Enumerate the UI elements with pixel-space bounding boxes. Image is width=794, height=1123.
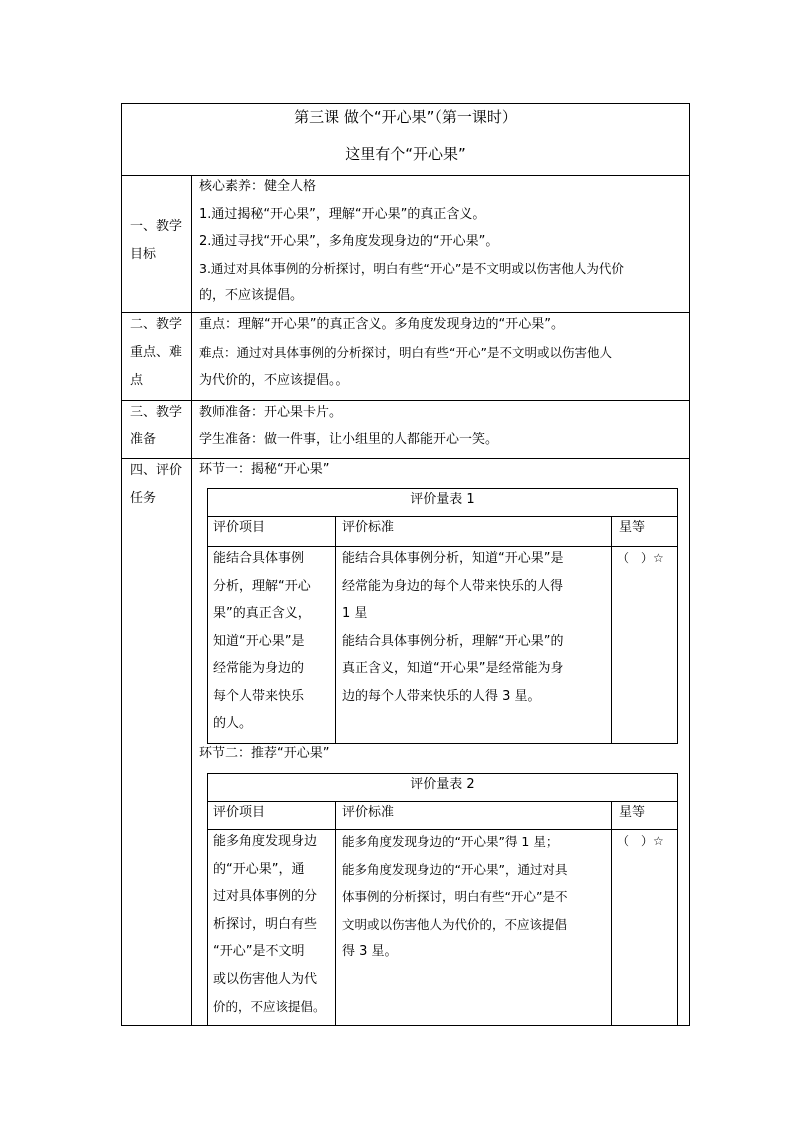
- rubric-1-item-line: 分析，理解“开心: [213, 579, 311, 594]
- column-divider: [191, 175, 192, 1026]
- rubric-1-item-line: 能结合具体事例: [213, 551, 305, 566]
- lesson-title: 第三课 做个“开心果”（第一课时）: [294, 108, 517, 126]
- rubric-1-border: [207, 488, 208, 744]
- preparation-line: 学生准备：做一件事，让小组里的人都能开心一笑。: [199, 432, 499, 447]
- rubric-2-border: [207, 773, 678, 774]
- rubric-1-item-line: 的人。: [213, 716, 253, 731]
- section-label-preparation: 三、教学: [130, 405, 183, 420]
- row-divider: [121, 312, 690, 313]
- rubric-1-header-item: 评价项目: [213, 520, 266, 535]
- rubric-1-criteria-line: 能结合具体事例分析，理解“开心果”的: [342, 634, 564, 649]
- evaluation-step-2: 环节二：推荐“开心果”: [199, 746, 330, 761]
- key-point-line: 难点：通过对具体事例的分析探讨，明白有些“开心”是不文明或以伤害他人: [199, 345, 612, 360]
- rubric-2-criteria-line: 能多角度发现身边的“开心果”得 1 星；: [342, 834, 559, 849]
- rubric-2-item-line: 析探讨，明白有些: [213, 917, 318, 932]
- table-border-top: [121, 103, 690, 104]
- preparation-line: 教师准备：开心果卡片。: [199, 405, 343, 420]
- lesson-subtitle: 这里有个“开心果”: [345, 145, 466, 163]
- rubric-2-criteria-line: 得 3 星。: [342, 944, 398, 959]
- rubric-1-border: [335, 516, 336, 744]
- rubric-1-caption: 评价量表 1: [410, 492, 475, 507]
- section-label-key-points: 点: [130, 373, 144, 388]
- section-label-key-points: 二、教学: [130, 317, 183, 332]
- rubric-1-criteria-line: 真正含义，知道“开心果”是经常能为身: [342, 661, 564, 676]
- rubric-2-criteria-line: 能多角度发现身边的“开心果”，通过对具: [342, 862, 568, 877]
- rubric-1-criteria-line: 1 星: [342, 606, 368, 621]
- rubric-1-item-line: 每个人带来快乐: [213, 689, 305, 704]
- row-divider: [121, 175, 690, 176]
- section-label-evaluation: 四、评价: [130, 463, 183, 478]
- rubric-1-header-stars: 星等: [619, 520, 646, 535]
- rubric-1-border: [207, 546, 678, 547]
- rubric-2-border: [335, 801, 336, 1025]
- rubric-1-criteria-line: 经常能为身边的每个人带来快乐的人得: [342, 579, 564, 594]
- section-label-key-points: 重点、难: [130, 345, 183, 360]
- table-border-left: [121, 103, 122, 1026]
- rubric-2-border: [677, 773, 678, 1025]
- key-point-line: 为代价的，不应该提倡。。: [199, 373, 349, 388]
- rubric-2-header-stars: 星等: [619, 805, 646, 820]
- rubric-2-item-line: 价的，不应该提倡。: [213, 999, 326, 1014]
- rubric-1-border: [611, 516, 612, 744]
- rubric-2-border: [207, 801, 678, 802]
- goal-line: 核心素养：健全人格: [199, 179, 317, 194]
- rubric-1-border: [207, 516, 678, 517]
- rubric-1-item-line: 果”的真正含义，: [213, 606, 311, 621]
- rubric-1-border: [677, 488, 678, 744]
- rubric-2-item-line: 过对具体事例的分: [213, 889, 318, 904]
- rubric-2-item-line: 的“开心果”，通: [213, 862, 305, 877]
- goal-line: 2.通过寻找“开心果”，多角度发现身边的“开心果”。: [199, 234, 499, 249]
- goal-line: 3.通过对具体事例的分析探讨，明白有些“开心”是不文明或以伤害他人为代价: [199, 261, 624, 276]
- rubric-1-criteria-line: 边的每个人带来快乐的人得 3 星。: [342, 689, 541, 704]
- section-label-preparation: 准备: [130, 432, 157, 447]
- rubric-1-header-criteria: 评价标准: [342, 520, 395, 535]
- rubric-1-item-line: 知道“开心果”是: [213, 634, 305, 649]
- section-label-goals: 一、教学: [130, 219, 183, 234]
- rubric-1-border: [207, 488, 678, 489]
- rubric-1-criteria-line: 能结合具体事例分析，知道“开心果”是: [342, 551, 564, 566]
- key-point-line: 重点：理解“开心果”的真正含义。多角度发现身边的“开心果”。: [199, 317, 564, 332]
- rubric-1-star-rating[interactable]: （ ）☆: [617, 551, 664, 565]
- rubric-2-star-rating[interactable]: （ ）☆: [617, 834, 664, 848]
- rubric-2-border: [611, 801, 612, 1025]
- section-label-goals: 目标: [130, 247, 157, 262]
- rubric-2-header-item: 评价项目: [213, 805, 266, 820]
- rubric-2-criteria-line: 文明或以伤害他人为代价的，不应该提倡: [342, 917, 568, 932]
- table-border-right: [689, 103, 690, 1026]
- section-label-evaluation: 任务: [130, 491, 157, 506]
- rubric-2-item-line: “开心”是不文明: [213, 944, 305, 959]
- goal-line: 1.通过揭秘“开心果”，理解“开心果”的真正含义。: [199, 207, 486, 222]
- table-border-bottom: [121, 1025, 690, 1026]
- rubric-2-item-line: 能多角度发现身边: [213, 834, 318, 849]
- row-divider: [121, 400, 690, 401]
- rubric-2-criteria-line: 体事例的分析探讨，明白有些“开心”是不: [342, 889, 568, 904]
- row-divider: [121, 458, 690, 459]
- evaluation-step-1: 环节一：揭秘“开心果”: [199, 462, 330, 477]
- rubric-1-item-line: 经常能为身边的: [213, 661, 305, 676]
- rubric-2-border: [207, 773, 208, 1025]
- rubric-2-caption: 评价量表 2: [410, 777, 475, 792]
- goal-line: 的，不应该提倡。: [199, 288, 304, 303]
- rubric-1-border: [207, 743, 678, 744]
- rubric-2-header-criteria: 评价标准: [342, 805, 395, 820]
- rubric-2-item-line: 或以伤害他人为代: [213, 972, 318, 987]
- rubric-2-border: [207, 829, 678, 830]
